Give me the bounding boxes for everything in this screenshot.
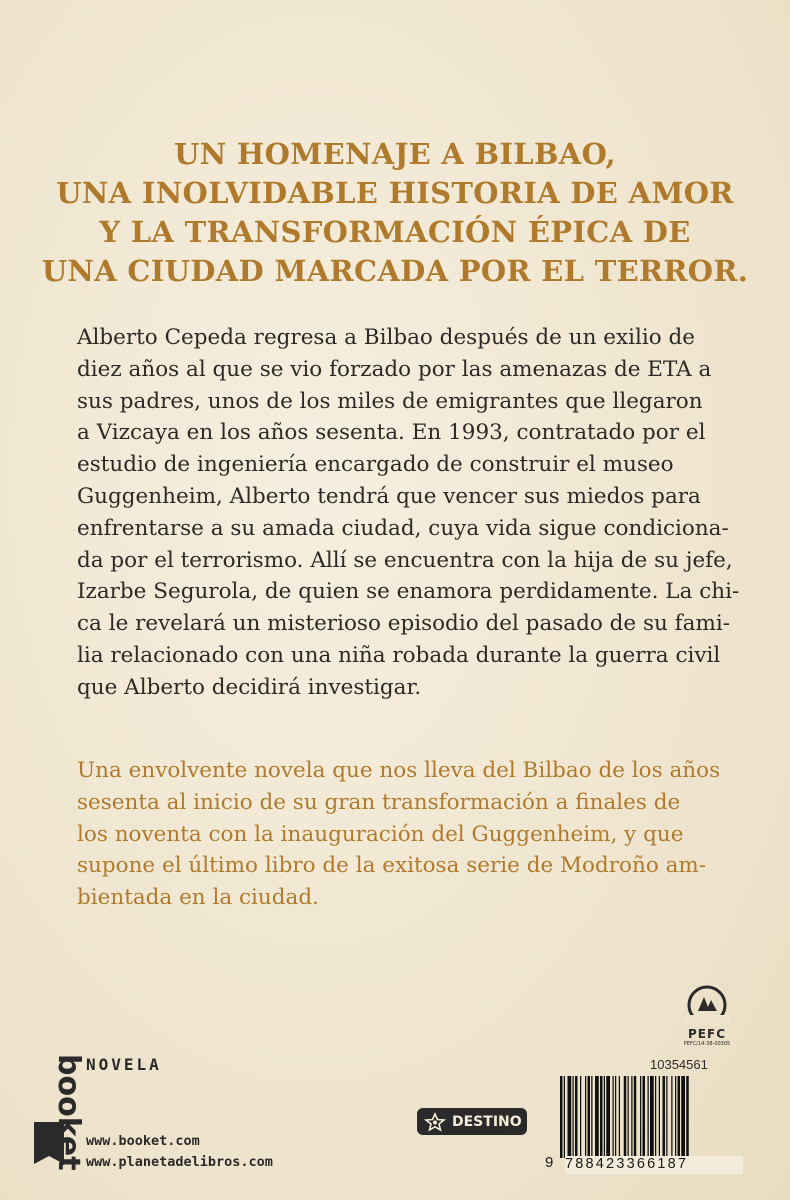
booket-logo-text: booket [51, 1054, 86, 1171]
barcode-bar [600, 1076, 603, 1158]
barcode-bar [643, 1076, 646, 1158]
barcode-bar [659, 1076, 660, 1158]
barcode-bar [655, 1076, 656, 1158]
pefc-label: PEFC [688, 1027, 726, 1041]
booket-logo [30, 1052, 86, 1171]
pefc-tree-icon [684, 985, 730, 1025]
barcode-bar [568, 1076, 572, 1158]
barcode-bar [634, 1076, 637, 1158]
genre-label: NOVELA [86, 1055, 162, 1074]
promo-line: supone el último libro de la exitosa serie de Modroño am- [77, 853, 707, 879]
pefc-certification [672, 985, 742, 1053]
barcode-bar [648, 1076, 649, 1158]
barcode-bar [585, 1076, 586, 1158]
barcode-bar [663, 1076, 666, 1158]
product-code: 10354561 [650, 1057, 708, 1072]
synopsis-line: Izarbe Segurola, de quien se enamora perdidamente. La chi- [77, 579, 740, 605]
barcode-bar [619, 1076, 620, 1158]
url-planetadelibros[interactable]: www.planetadelibros.com [86, 1154, 273, 1170]
barcode-bar [575, 1076, 578, 1158]
tagline-line: UN HOMENAJE A BILBAO, [174, 137, 616, 171]
barcode-bar [613, 1076, 614, 1158]
synopsis-line: ca le revelará un misterioso episodio del pasado de su fami- [77, 611, 730, 637]
barcode-bars [560, 1076, 742, 1158]
destino-star-icon [424, 1113, 446, 1131]
barcode-bar [681, 1076, 685, 1158]
barcode-bar [675, 1076, 676, 1158]
barcode-bar [564, 1076, 565, 1158]
tagline-line: UNA CIUDAD MARCADA POR EL TERROR. [41, 254, 749, 288]
barcode-bar [650, 1076, 654, 1158]
barcode-bar [628, 1076, 629, 1158]
barcode-bar [573, 1076, 574, 1158]
barcode-digits: 788423366187 [565, 1156, 743, 1174]
barcode-bar [624, 1076, 627, 1158]
barcode-first-digit: 9 [545, 1154, 554, 1171]
barcode-bar [604, 1076, 605, 1158]
synopsis-line: enfrentarse a su amada ciudad, cuya vida sigue condiciona- [77, 515, 729, 541]
barcode-bar [666, 1076, 667, 1158]
barcode-bar [580, 1076, 581, 1158]
barcode-bar [640, 1076, 641, 1158]
barcode-bar [591, 1076, 592, 1158]
destino-imprint-badge [417, 1108, 527, 1135]
promo-line: Una envolvente novela que nos lleva del Bilbao de los años [77, 758, 721, 783]
promo-line: bientada en la ciudad. [77, 885, 319, 911]
barcode-bar [615, 1076, 616, 1158]
synopsis-line: Guggenheim, Alberto tendrá que vencer sus miedos para [77, 483, 701, 509]
url-booket[interactable]: www.booket.com [86, 1133, 200, 1149]
promo-line: los noventa con la inauguración del Guggenheim, y que [77, 821, 684, 847]
synopsis-line: da por el terrorismo. Allí se encuentra con la hija de su jefe, [77, 547, 733, 573]
synopsis-line: Alberto Cepeda regresa a Bilbao después de un exilio de [77, 325, 695, 350]
synopsis-line: estudio de ingeniería encargado de construir el museo [77, 452, 674, 478]
synopsis-line: a Vizcaya en los años sesenta. En 1993, contratado por el [77, 420, 706, 446]
tagline [0, 135, 790, 291]
barcode-bar [560, 1076, 563, 1158]
tagline-line: Y LA TRANSFORMACIÓN ÉPICA DE [99, 215, 691, 249]
barcode-bar [678, 1076, 681, 1158]
barcode-bar [588, 1076, 591, 1158]
synopsis-paragraph [77, 322, 740, 704]
destino-label: DESTINO [452, 1113, 522, 1130]
publisher-urls [86, 1131, 273, 1173]
pefc-code: PEFC/14-38-00305 [683, 1041, 731, 1047]
barcode-bar [686, 1076, 689, 1158]
tagline-line: UNA INOLVIDABLE HISTORIA DE AMOR [56, 176, 734, 210]
barcode-bar [631, 1076, 632, 1158]
barcode-bar [671, 1076, 672, 1158]
promo-line: sesenta al inicio de su gran transformación a finales de [77, 789, 681, 815]
synopsis-line: sus padres, unos de los miles de emigrantes que llegaron [77, 388, 703, 414]
barcode-bar [595, 1076, 599, 1158]
isbn-barcode [545, 1076, 745, 1171]
promo-paragraph [77, 755, 721, 914]
synopsis-line: que Alberto decidirá investigar. [77, 674, 422, 700]
synopsis-line: diez años al que se vio forzado por las amenazas de ETA a [77, 356, 712, 382]
barcode-bar [606, 1076, 610, 1158]
synopsis-line: lia relacionado con una niña robada durante la guerra civil [77, 642, 721, 668]
